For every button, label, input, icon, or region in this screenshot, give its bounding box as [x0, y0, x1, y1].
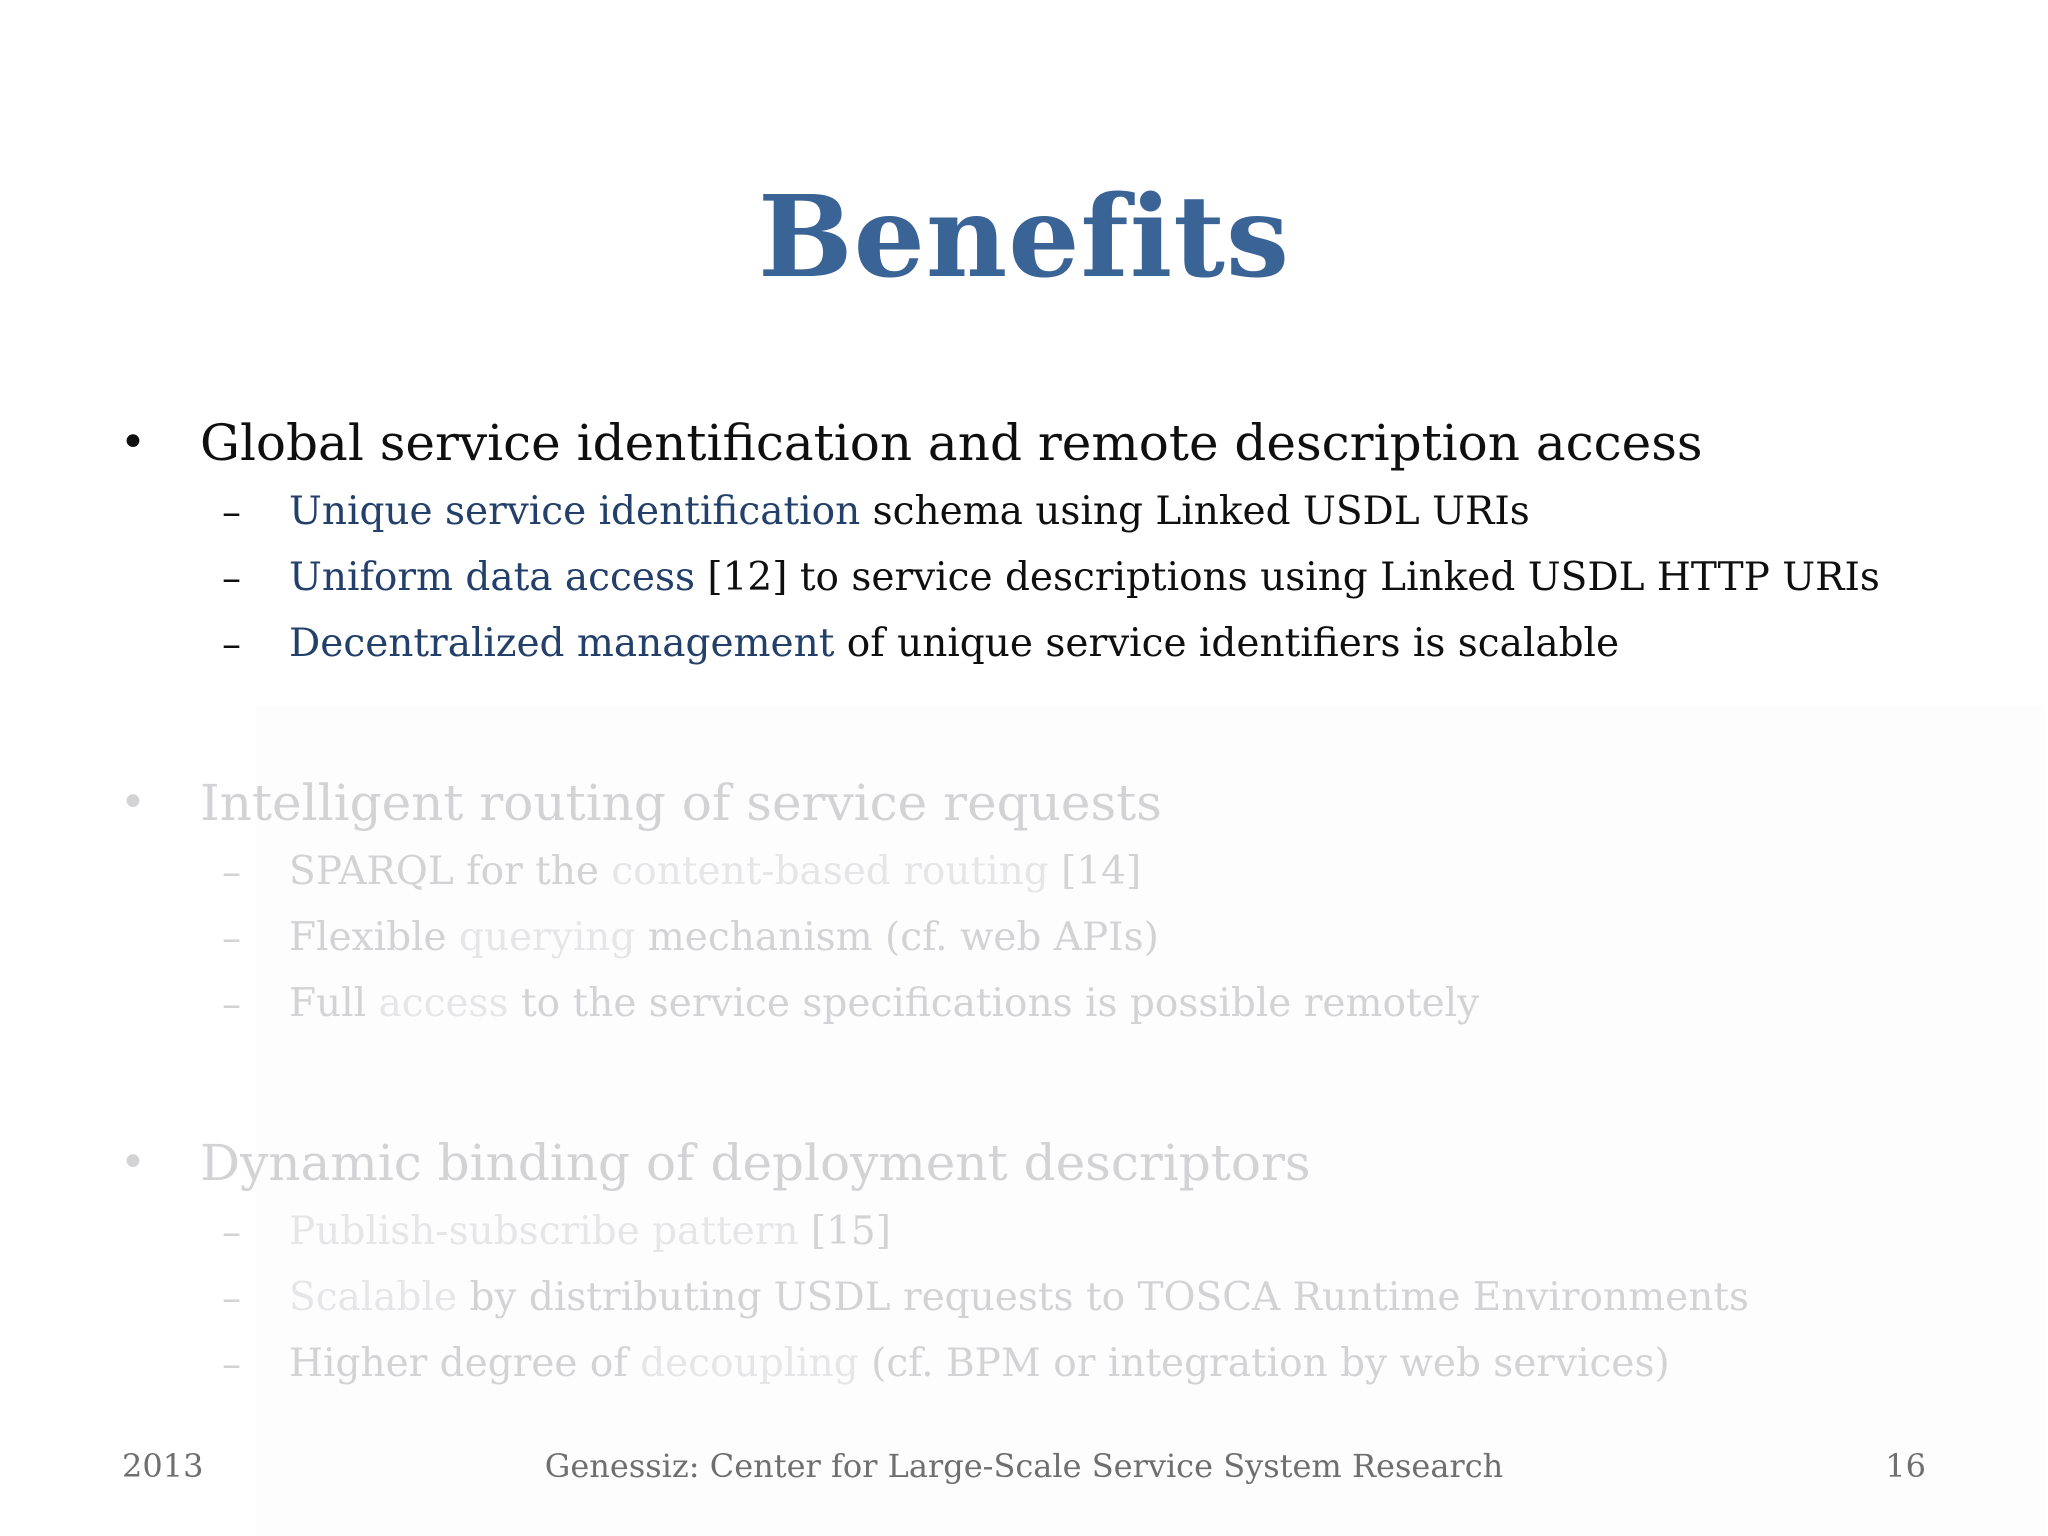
footer-year: 2013 — [122, 1447, 204, 1485]
sub-item-rest: [14] — [1048, 849, 1142, 894]
sub-item — [222, 1334, 2022, 1394]
sub-item-text — [289, 548, 1880, 608]
bullet-heading: Dynamic binding of deployment descriptors — [200, 1134, 1311, 1192]
bullet-dot: • — [120, 1137, 146, 1188]
sub-item — [222, 482, 2022, 542]
sub-item-rest: by distributing USDL requests to TOSCA Runtime Environments — [457, 1275, 1749, 1320]
sub-item-highlight: content-based routing — [611, 849, 1049, 894]
sub-item-pre: Higher degree of — [289, 1341, 641, 1386]
bullet-dot: • — [120, 417, 146, 468]
sub-item-text — [289, 1334, 1670, 1394]
dash: – — [222, 1342, 241, 1386]
bullet-dot: • — [120, 777, 146, 828]
sub-item-highlight: Publish-subscribe pattern — [289, 1209, 799, 1254]
sub-item-text — [289, 482, 1530, 542]
bullet-global-service-identification — [120, 408, 2000, 478]
sub-item — [222, 1202, 2022, 1262]
sub-item-highlight: Unique service identification — [289, 489, 861, 534]
sub-item — [222, 908, 2022, 968]
bullet-heading: Intelligent routing of service requests — [200, 774, 1162, 832]
sub-item-pre: SPARQL for the — [289, 849, 612, 894]
sub-item-rest: (cf. BPM or integration by web services) — [858, 1341, 1670, 1386]
bullet-intelligent-routing — [120, 768, 2000, 838]
dash: – — [222, 556, 241, 600]
sub-item-text — [289, 1202, 891, 1262]
sub-item-text — [289, 842, 1141, 902]
footer-organization: Genessiz: Center for Large-Scale Service System Research — [544, 1447, 1504, 1485]
sub-item-highlight: Uniform data access — [289, 555, 695, 600]
sub-item-rest: [12] to service descriptions using Linked USDL HTTP URIs — [694, 555, 1880, 600]
bullet-dynamic-binding — [120, 1128, 2000, 1198]
sub-item-text — [289, 908, 1159, 968]
sub-item-text — [289, 614, 1619, 674]
sub-item-rest: mechanism (cf. web APIs) — [635, 915, 1159, 960]
dash: – — [222, 1276, 241, 1320]
sub-item-rest: [15] — [798, 1209, 891, 1254]
sub-item-pre: Flexible — [289, 915, 459, 960]
dash: – — [222, 850, 241, 894]
sub-item — [222, 842, 2022, 902]
sub-item — [222, 1268, 2022, 1328]
sub-item-pre: Full — [289, 981, 379, 1026]
sub-item — [222, 614, 2022, 674]
sub-item-rest: to the service specifications is possible remotely — [508, 981, 1480, 1026]
sub-item — [222, 974, 2022, 1034]
sub-item-highlight: Scalable — [289, 1275, 458, 1320]
slide-title: Benefits — [757, 172, 1291, 303]
sub-item-highlight: querying — [459, 915, 636, 960]
sub-item-rest: of unique service identifiers is scalable — [834, 621, 1620, 666]
sub-item — [222, 548, 2022, 608]
sub-item-rest: schema using Linked USDL URIs — [860, 489, 1530, 534]
footer-page-number: 16 — [1885, 1447, 1926, 1485]
sub-item-text — [289, 974, 1479, 1034]
bullet-heading: Global service identification and remote description access — [200, 414, 1703, 472]
dash: – — [222, 982, 241, 1026]
dash: – — [222, 622, 241, 666]
sub-item-highlight: access — [378, 981, 509, 1026]
sub-item-text — [289, 1268, 1749, 1328]
sub-item-highlight: Decentralized management — [289, 621, 835, 666]
dash: – — [222, 490, 241, 534]
dash: – — [222, 1210, 241, 1254]
sub-item-highlight: decoupling — [640, 1341, 859, 1386]
dash: – — [222, 916, 241, 960]
